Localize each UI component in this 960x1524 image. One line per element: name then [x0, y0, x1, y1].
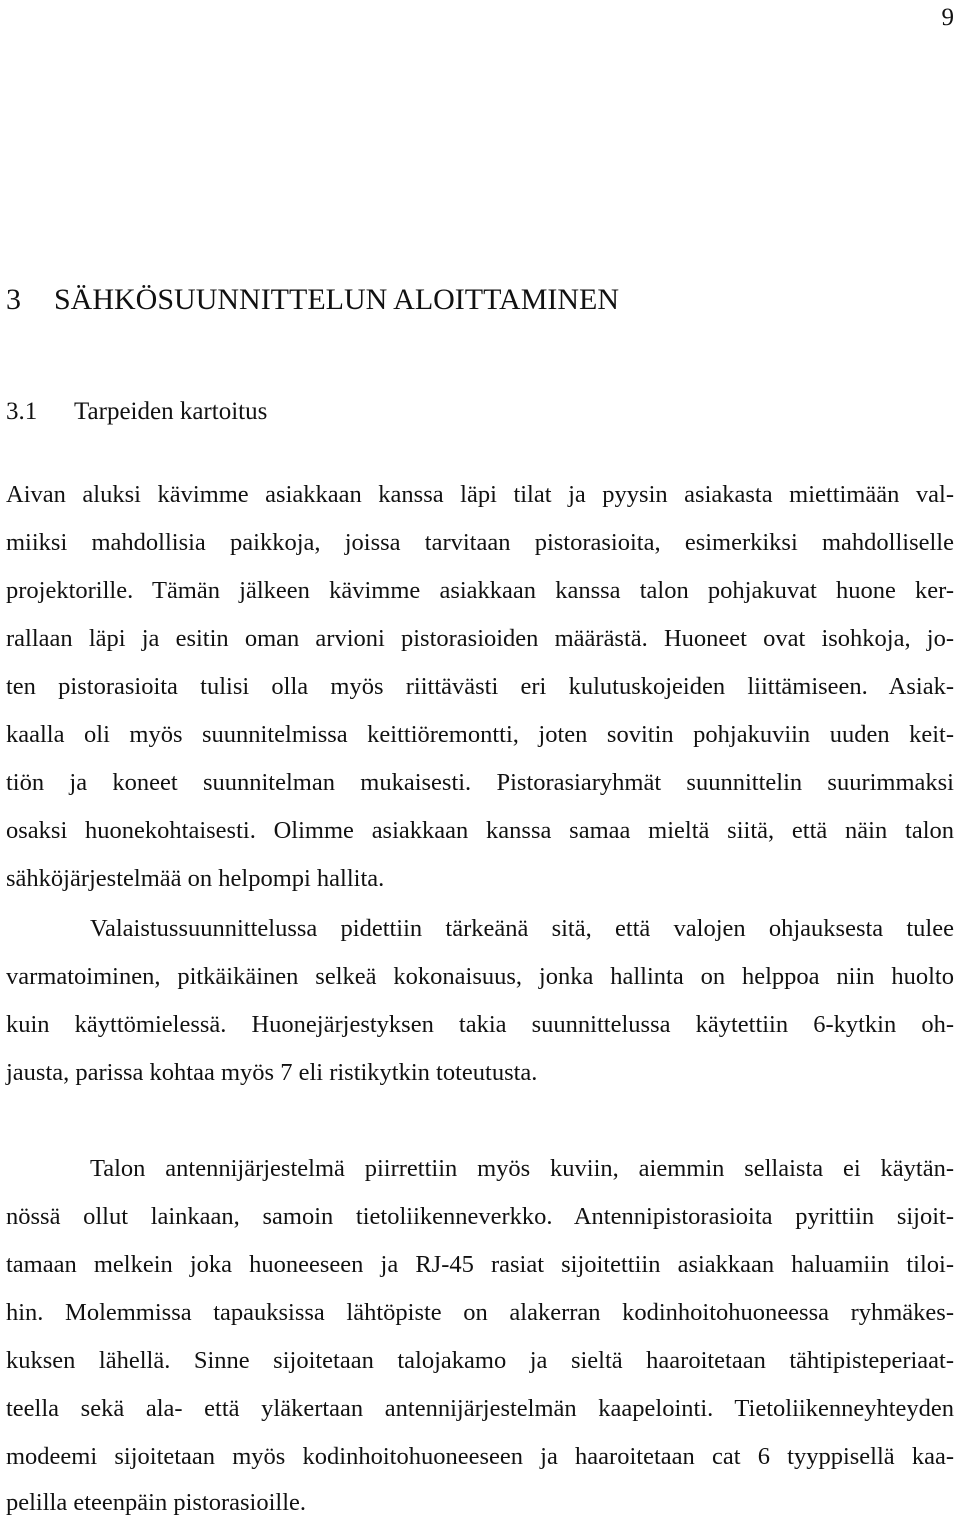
paragraph-line: nössä ollut lainkaan, samoin tietoliikenneverkko. Antennipistorasioita pyrittiin sijoit-	[6, 1203, 954, 1230]
paragraph-line: rallaan läpi ja esitin oman arvioni pistorasioiden määrästä. Huoneet ovat isohkoja, jo-	[6, 625, 954, 652]
paragraph-line: Talon antennijärjestelmä piirrettiin myös kuviin, aiemmin sellaista ei käytän-	[90, 1155, 954, 1182]
paragraph-line: projektorille. Tämän jälkeen kävimme asiakkaan kanssa talon pohjakuvat huone ker-	[6, 577, 954, 604]
chapter-title: SÄHKÖSUUNNITTELUN ALOITTAMINEN	[54, 283, 620, 316]
paragraph-line: Aivan aluksi kävimme asiakkaan kanssa läpi tilat ja pyysin asiakasta miettimään val-	[6, 481, 954, 508]
paragraph-line: tamaan melkein joka huoneeseen ja RJ-45 rasiat sijoitettiin asiakkaan haluamiin tiloi-	[6, 1251, 954, 1278]
section-number: 3.1	[6, 398, 38, 425]
paragraph-line: kuin käyttömielessä. Huonejärjestyksen takia suunnittelussa käytettiin 6-kytkin oh-	[6, 1011, 954, 1038]
paragraph-line: pelilla eteenpäin pistorasioille.	[6, 1489, 307, 1516]
paragraph-line: varmatoiminen, pitkäikäinen selkeä kokonaisuus, jonka hallinta on helppoa niin huolto	[6, 963, 954, 990]
page-number: 9	[941, 4, 954, 31]
paragraph-line: osaksi huonekohtaisesti. Olimme asiakkaan kanssa samaa mieltä siitä, että näin talon	[6, 817, 954, 844]
paragraph-line: modeemi sijoitetaan myös kodinhoitohuoneeseen ja haaroitetaan cat 6 tyyppisellä kaa-	[6, 1443, 954, 1470]
paragraph-line: miiksi mahdollisia paikkoja, joissa tarvitaan pistorasioita, esimerkiksi mahdolliselle	[6, 529, 954, 556]
chapter-number: 3	[6, 283, 21, 316]
paragraph-line: kuksen lähellä. Sinne sijoitetaan talojakamo ja sieltä haaroitetaan tähtipisteperiaat-	[6, 1347, 954, 1374]
paragraph-line: tiön ja koneet suunnitelman mukaisesti. Pistorasiaryhmät suunnittelin suurimmaksi	[6, 769, 954, 796]
paragraph-line: kaalla oli myös suunnitelmissa keittiöremontti, joten sovitin pohjakuviin uuden keit-	[6, 721, 954, 748]
paragraph-line: Valaistussuunnittelussa pidettiin tärkeänä sitä, että valojen ohjauksesta tulee	[90, 915, 954, 942]
chapter-heading	[6, 280, 619, 320]
paragraph-line: ten pistorasioita tulisi olla myös riittävästi eri kulutuskojeiden liittämiseen. Asiak-	[6, 673, 954, 700]
paragraph-line: hin. Molemmissa tapauksissa lähtöpiste on alakerran kodinhoitohuoneessa ryhmäkes-	[6, 1299, 954, 1326]
paragraph-line: sähköjärjestelmää on helpompi hallita.	[6, 865, 385, 892]
paragraph-line: teella sekä ala- että yläkertaan antennijärjestelmän kaapelointi. Tietoliikenneyhteyden	[6, 1395, 954, 1422]
paragraph-line: jausta, parissa kohtaa myös 7 eli ristikytkin toteutusta.	[6, 1059, 538, 1086]
section-title: Tarpeiden kartoitus	[74, 398, 268, 425]
section-heading	[6, 394, 267, 430]
